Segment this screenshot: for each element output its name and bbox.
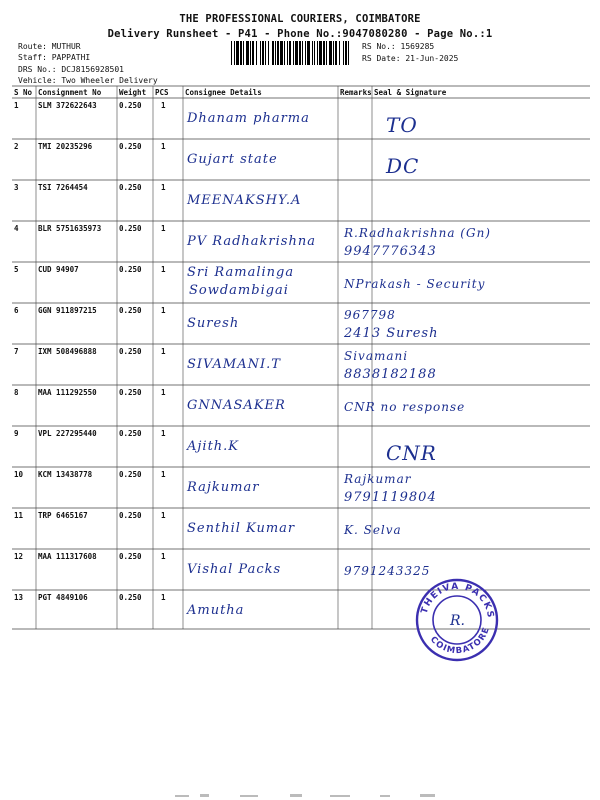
- weight-value: 0.250: [119, 347, 142, 356]
- staff-label: Staff: PAPPATHI: [18, 53, 91, 62]
- pieces-count: 1: [161, 142, 166, 151]
- weight-value: 0.250: [119, 470, 142, 479]
- handwritten-consignee: Senthil Kumar: [187, 521, 296, 536]
- handwritten-consignee: Sri Ramalinga: [187, 265, 295, 280]
- vehicle-label: Vehicle: Two Wheeler Delivery: [18, 76, 158, 85]
- handwritten-signature-line2: 8838182188: [344, 367, 437, 382]
- column-header: Consignment No: [38, 88, 102, 97]
- handwritten-signature: 967798: [344, 308, 396, 322]
- handwritten-signature: CNR no response: [344, 400, 466, 414]
- handwritten-consignee: Vishal Packs: [187, 562, 282, 577]
- weight-value: 0.250: [119, 388, 142, 397]
- consignment-number: VPL 227295440: [38, 429, 97, 438]
- handwritten-signature: Sivamani: [344, 349, 409, 363]
- handwritten-signature: CNR: [386, 441, 437, 465]
- svg-text:THEIVA PACKS: THEIVA PACKS: [419, 581, 496, 620]
- row-serial-number: 7: [14, 347, 19, 356]
- column-header: S No: [14, 88, 33, 97]
- consignment-number: BLR 5751635973: [38, 224, 102, 233]
- consignment-number: KCM 13438778: [38, 470, 93, 479]
- handwritten-signature-line2: 2413 Suresh: [344, 326, 439, 341]
- handwritten-signature-line2: 9947776343: [344, 244, 437, 259]
- row-serial-number: 6: [14, 306, 19, 315]
- consignment-number: GGN 911897215: [38, 306, 97, 315]
- weight-value: 0.250: [119, 552, 142, 561]
- weight-value: 0.250: [119, 101, 142, 110]
- column-header: Consignee Details: [185, 88, 262, 97]
- pieces-count: 1: [161, 511, 166, 520]
- handwritten-consignee: Amutha: [187, 603, 245, 618]
- pieces-count: 1: [161, 593, 166, 602]
- pieces-count: 1: [161, 265, 166, 274]
- pieces-count: 1: [161, 224, 166, 233]
- row-serial-number: 11: [14, 511, 24, 520]
- svg-text:R.: R.: [450, 613, 465, 629]
- handwritten-signature: TO: [386, 113, 418, 137]
- handwritten-signature: 9791243325: [344, 564, 431, 578]
- row-serial-number: 4: [14, 224, 19, 233]
- handwritten-consignee: MEENAKSHY.A: [187, 193, 302, 208]
- handwritten-consignee: PV Radhakrishna: [187, 234, 316, 249]
- row-serial-number: 8: [14, 388, 19, 397]
- document-title: THE PROFESSIONAL COURIERS, COIMBATORE: [179, 13, 421, 25]
- column-header: Remarks: [340, 88, 372, 97]
- weight-value: 0.250: [119, 511, 142, 520]
- weight-value: 0.250: [119, 429, 142, 438]
- document-subtitle: Delivery Runsheet - P41 - Phone No.:9047080280 - Page No.:1: [107, 28, 493, 40]
- consignment-number: PGT 4849106: [38, 593, 88, 602]
- pieces-count: 1: [161, 552, 166, 561]
- rs-number: RS No.: 1569285: [362, 42, 435, 51]
- row-serial-number: 12: [14, 552, 24, 561]
- weight-value: 0.250: [119, 593, 142, 602]
- pieces-count: 1: [161, 101, 166, 110]
- handwritten-consignee-line2: Sowdambigai: [189, 283, 289, 298]
- weight-value: 0.250: [119, 224, 142, 233]
- row-serial-number: 10: [14, 470, 24, 479]
- row-serial-number: 13: [14, 593, 24, 602]
- handwritten-signature: K. Selva: [344, 523, 402, 537]
- scan-edge-marks: [0, 793, 600, 800]
- handwritten-signature: DC: [386, 154, 420, 178]
- consignment-number: SLM 372622643: [38, 101, 97, 110]
- handwritten-consignee: Suresh: [187, 316, 240, 331]
- rs-date: RS Date: 21-Jun-2025: [362, 54, 459, 63]
- row-serial-number: 5: [14, 265, 19, 274]
- weight-value: 0.250: [119, 183, 142, 192]
- handwritten-signature: NPrakash - Security: [344, 277, 486, 291]
- consignment-number: TRP 6465167: [38, 511, 88, 520]
- pieces-count: 1: [161, 183, 166, 192]
- route-label: Route: MUTHUR: [18, 42, 81, 51]
- row-serial-number: 1: [14, 101, 19, 110]
- svg-text:COIMBATORE: COIMBATORE: [427, 625, 493, 657]
- handwritten-signature: R.Radhakrishna (Gn): [344, 226, 491, 240]
- drs-label: DRS No.: DCJ8156928501: [18, 65, 124, 74]
- handwritten-consignee: Gujart state: [187, 152, 278, 167]
- pieces-count: 1: [161, 306, 166, 315]
- handwritten-consignee: Rajkumar: [187, 480, 260, 495]
- pieces-count: 1: [161, 429, 166, 438]
- handwritten-signature: Rajkumar: [344, 472, 412, 486]
- handwritten-consignee: SIVAMANI.T: [187, 357, 281, 372]
- pieces-count: 1: [161, 388, 166, 397]
- handwritten-consignee: GNNASAKER: [187, 398, 286, 413]
- column-header: PCS: [155, 88, 169, 97]
- row-serial-number: 2: [14, 142, 19, 151]
- consignment-number: CUD 94907: [38, 265, 79, 274]
- weight-value: 0.250: [119, 265, 142, 274]
- company-seal-stamp: [414, 577, 500, 663]
- weight-value: 0.250: [119, 142, 142, 151]
- pieces-count: 1: [161, 470, 166, 479]
- consignment-number: MAA 111317608: [38, 552, 97, 561]
- consignment-number: MAA 111292550: [38, 388, 97, 397]
- pieces-count: 1: [161, 347, 166, 356]
- handwritten-signature-line2: 9791119804: [344, 490, 437, 505]
- handwritten-consignee: Dhanam pharma: [187, 111, 310, 126]
- consignment-number: TSI 7264454: [38, 183, 88, 192]
- row-serial-number: 3: [14, 183, 19, 192]
- column-header: Weight: [119, 88, 147, 97]
- weight-value: 0.250: [119, 306, 142, 315]
- row-serial-number: 9: [14, 429, 19, 438]
- consignment-number: TMI 20235296: [38, 142, 93, 151]
- consignment-number: IXM 508496888: [38, 347, 97, 356]
- handwritten-consignee: Ajith.K: [187, 439, 240, 454]
- column-header: Seal & Signature: [374, 88, 447, 97]
